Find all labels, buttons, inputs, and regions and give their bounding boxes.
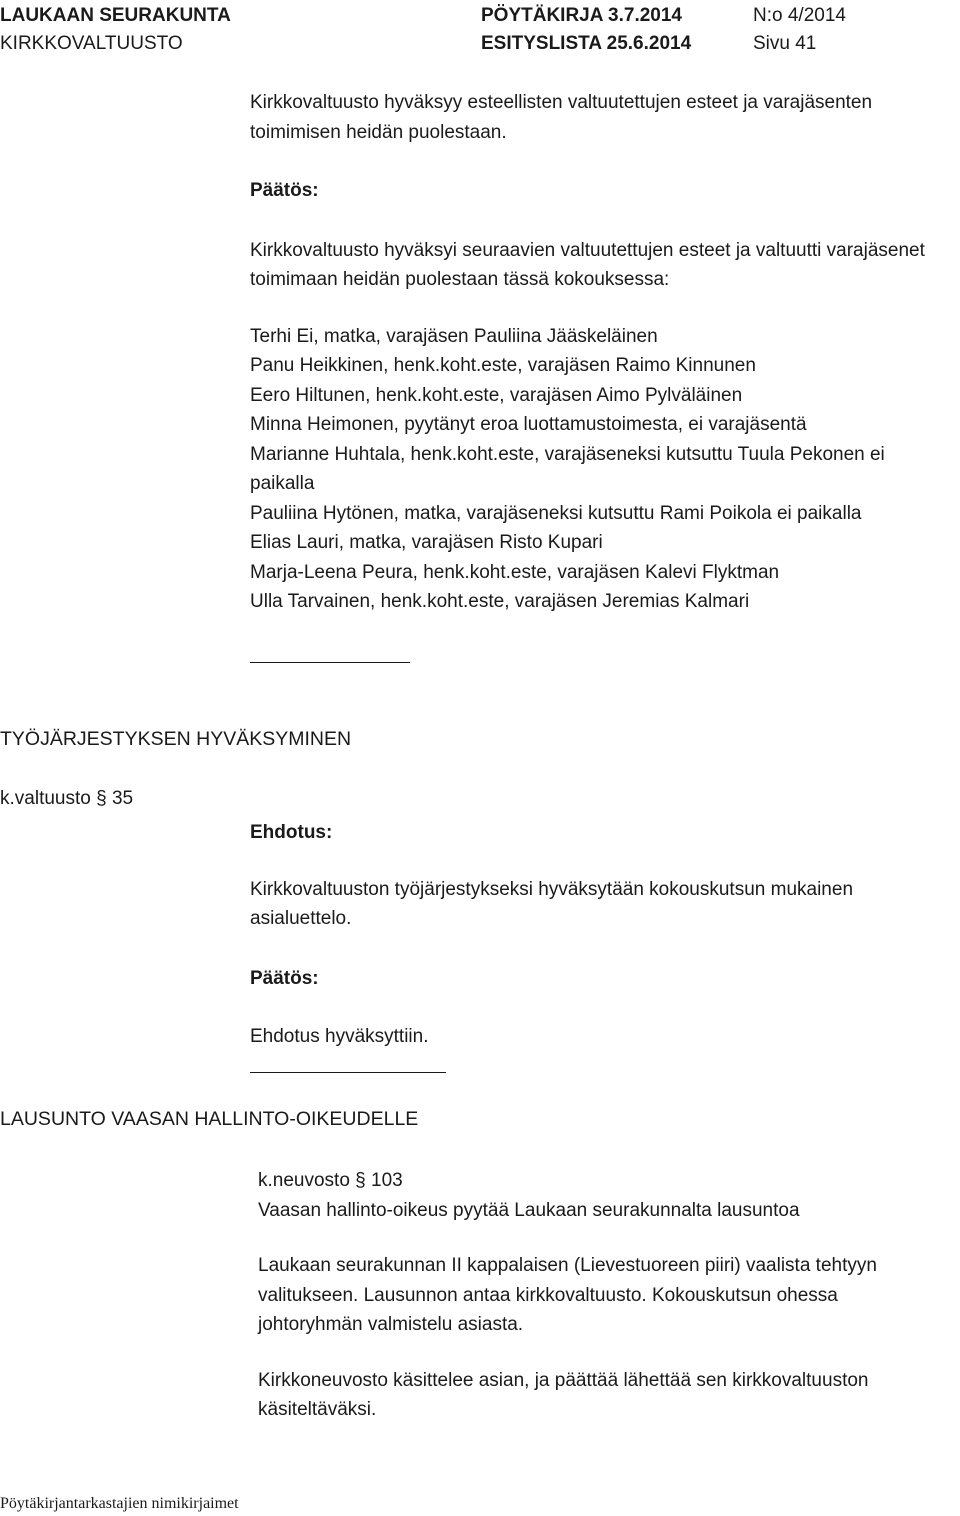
header-agenda-date: ESITYSLISTA 25.6.2014: [481, 33, 692, 54]
list-item: Minna Heimonen, pyytänyt eroa luottamustoimesta, ei varajäsentä: [250, 414, 807, 435]
section1-title: TYÖJÄRJESTYKSEN HYVÄKSYMINEN: [0, 728, 352, 750]
substitute-list: [250, 322, 940, 617]
separator-line: [250, 1072, 446, 1073]
proposal-text: Kirkkovaltuuston työjärjestykseksi hyväksytään kokouskutsun mukainen asialuettelo.: [250, 878, 854, 929]
footer-initials: Pöytäkirjantarkastajien nimikirjaimet: [0, 1495, 239, 1512]
header-minutes-date: PÖYTÄKIRJA 3.7.2014: [481, 5, 682, 26]
list-item: Panu Heikkinen, henk.koht.este, varajäsen Raimo Kinnunen: [250, 355, 756, 376]
section2-paragraph: Laukaan seurakunnan II kappalaisen (Lievestuoreen piiri) vaalista tehtyyn valitukseen. Lausunnon antaa kirkkovaltuusto. Kokouskutsun ohessa johtoryhmän valmistelu asiasta.: [258, 1255, 877, 1335]
list-item: Pauliina Hytönen, matka, varajäseneksi kutsuttu Rami Poikola ei paikalla: [250, 502, 862, 524]
decision2-text: Ehdotus hyväksyttiin.: [250, 1026, 429, 1047]
list-item: Elias Lauri, matka, varajäsen Risto Kupari: [250, 532, 603, 553]
section1-block: [250, 818, 940, 1052]
section1-reference: k.valtuusto § 35: [0, 788, 134, 809]
list-item: Marja-Leena Peura, henk.koht.este, varajäsen Kalevi Flyktman: [250, 561, 780, 583]
header-department: KIRKKOVALTUUSTO: [0, 33, 183, 54]
decision2-label: Päätös:: [250, 967, 319, 989]
list-item: Terhi Ei, matka, varajäsen Pauliina Jääskeläinen: [250, 325, 658, 347]
proposal-label: Ehdotus:: [250, 822, 333, 843]
section2-block: [258, 1166, 938, 1425]
section2-title: LAUSUNTO VAASAN HALLINTO-OIKEUDELLE: [0, 1108, 419, 1130]
separator-line: [250, 662, 410, 663]
decision1-text: Kirkkovaltuusto hyväksyi seuraavien valtuutettujen esteet ja valtuutti varajäsenet toimimaan heidän puolestaan tässä kokouksessa:: [250, 239, 925, 290]
header-organization: LAUKAAN SEURAKUNTA: [0, 5, 231, 26]
section2-reference: k.neuvosto § 103: [258, 1170, 403, 1191]
list-item: Marianne Huhtala, henk.koht.este, varajäseneksi kutsuttu Tuula Pekonen ei paikalla: [250, 443, 885, 494]
decision1-block: [250, 176, 940, 617]
section2-paragraph: Kirkkoneuvosto käsittelee asian, ja päättää lähettää sen kirkkovaltuuston käsiteltäväksi.: [258, 1369, 869, 1420]
decision1-label: Päätös:: [250, 180, 319, 201]
intro-text: Kirkkovaltuusto hyväksyy esteellisten valtuutettujen esteet ja varajäsenten toimimisen heidän puolestaan.: [250, 92, 873, 143]
list-item: Ulla Tarvainen, henk.koht.este, varajäsen Jeremias Kalmari: [250, 591, 750, 612]
header-page-number: Sivu 41: [753, 33, 817, 54]
header-document-number: N:o 4/2014: [753, 5, 846, 26]
list-item: Eero Hiltunen, henk.koht.este, varajäsen Aimo Pylväläinen: [250, 384, 743, 406]
intro-block: [250, 88, 940, 147]
section2-request: Vaasan hallinto-oikeus pyytää Laukaan seurakunnalta lausuntoa: [258, 1199, 800, 1221]
